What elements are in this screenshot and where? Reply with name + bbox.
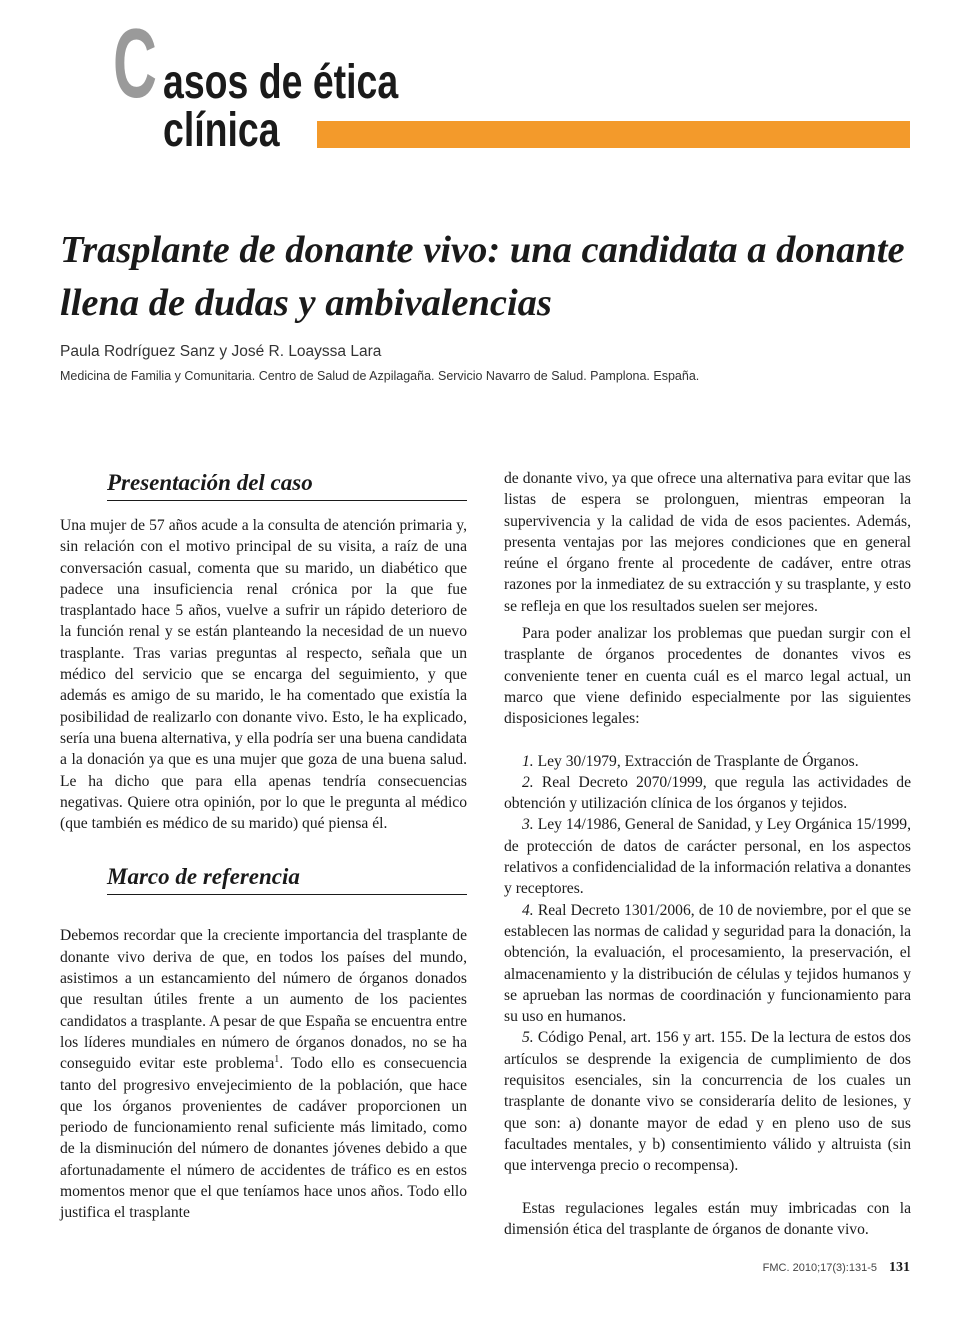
section-header [0, 0, 978, 180]
list-number: 3. [522, 816, 534, 834]
list-number: 5. [522, 1029, 534, 1047]
section-title-line1: asos de ética [163, 56, 399, 109]
list-number: 1. [522, 752, 534, 770]
right-column [504, 468, 911, 1240]
list-item [504, 900, 911, 1028]
journal-citation: FMC. 2010;17(3):131-5 [762, 1262, 877, 1274]
list-text: Real Decreto 1301/2006, de 10 de noviembre, por el que se establecen las normas de calidad y seguridad para la donación, la obtención, la evaluación, el procesamiento, la preservación, el almacenamiento y la distribución de células y tejidos humanos y se aprueban las normas de coordinación y funcionamiento para su uso en humanos. [504, 901, 911, 1026]
list-number: 4. [522, 901, 534, 919]
section-heading-presentacion: Presentación del caso [107, 468, 467, 501]
list-item [504, 751, 911, 772]
left-column [60, 468, 467, 1224]
legal-list [504, 751, 911, 1177]
page-number: 131 [889, 1260, 910, 1275]
list-item [504, 1027, 911, 1176]
list-text: Ley 14/1986, General de Sanidad, y Ley Orgánica 15/1999, de protección de datos de carácter personal, en los aspectos relativos a confidencialidad de la información relativa a donantes y receptores. [504, 816, 911, 898]
section-heading-marco: Marco de referencia [107, 862, 467, 895]
section-initial-letter: C [113, 8, 157, 118]
paragraph: Estas regulaciones legales están muy imbricadas con la dimensión ética del trasplante de órganos de donante vivo. [504, 1199, 911, 1238]
section-title-line2: clínica [163, 104, 280, 157]
paragraph-text: Debemos recordar que la creciente importancia del trasplante de donante vivo deriva de que, en todos los países del mundo, asistimos a un estancamiento del número de órganos donados que resultan útiles frente a un aumento de los pacientes candidatos a trasplante. A pesar de que España se encuentra entre los líderes mundiales en número de órganos donados, no se ha conseguido evitar este problema [60, 927, 467, 1073]
article-title: Trasplante de donante vivo: una candidata a donante llena de dudas y ambivalencias [60, 229, 905, 324]
article-authors: Paula Rodríguez Sanz y José R. Loayssa Lara [60, 343, 382, 360]
paragraph: de donante vivo, ya que ofrece una alternativa para evitar que las listas de espera se prolonguen, mientras empeoran la supervivencia y la calidad de vida de esos pacientes. Además, presenta ventajas por las mejores condiciones que en general reúne el órgano frente al procedente de cadáver, entre otras razones por la inmediatez de su extracción y su trasplante, y esto se refleja en que los resultados suelen ser mejores. [504, 470, 911, 615]
list-text: Real Decreto 2070/1999, que regula las actividades de obtención y utilización clínica de los órganos y tejidos. [504, 773, 911, 813]
paragraph: Para poder analizar los problemas que puedan surgir con el trasplante de órganos procedentes de donantes vivos es conveniente tener en cuenta cuál es el marco legal actual, un marco que viene definido especialmente por las siguientes disposiciones legales: [504, 625, 911, 728]
list-text: Código Penal, art. 156 y art. 155. De la lectura de estos dos artículos se desprende la exigencia de cumplimiento de dos requisitos esenciales, sin la concurrencia de los cuales un trasplante de donante vivo se consideraría delito de lesiones, y que son: a) donante mayor de edad y en pleno uso de sus facultades mentales, y b) consentimiento válido y altruista (sin que intervenga precio o recompensa). [504, 1029, 911, 1175]
paragraph: Una mujer de 57 años acude a la consulta de atención primaria y, sin relación con el motivo principal de su visita, a raíz de una conversación casual, comenta que su marido, un diabético que padece una insuficiencia renal crónica por la que fue trasplantado hace 5 años, vuelve a sufrir un rápido deterioro de la función renal y se están planteando la necesidad de un nuevo trasplante. Tras varias preguntas al respecto, señala que un médico del servicio que se encarga del seguimiento, y que además es amigo de su marido, le ha comentado que existía la posibilidad de realizarlo con donante vivo. Esto, le ha explicado, sería una buena alternativa, y ella podría ser una buena candidata a la donación ya que es una mujer que goza de una buena salud. Le ha dicho que para ella apenas tendría consecuencias negativas. Quiere otra opinión, por lo que le pregunta al médico (que también es médico de su marido) qué piensa él. [60, 517, 467, 833]
paragraph [60, 925, 467, 1223]
list-text: Ley 30/1979, Extracción de Trasplante de Órganos. [533, 752, 859, 770]
list-item [504, 814, 911, 899]
page-footer [763, 1260, 910, 1276]
list-number: 2. [522, 773, 534, 791]
reference-marker: 1 [274, 1054, 280, 1066]
list-item [504, 772, 911, 815]
article-affiliation: Medicina de Familia y Comunitaria. Centro de Salud de Azpilagaña. Servicio Navarro de Salud. Pamplona. España. [60, 369, 700, 383]
accent-bar [317, 121, 910, 148]
paragraph-text: . Todo ello es consecuencia tanto del progresivo envejecimiento de la población, que hace que los órganos provenientes de cadáver proporcionen un periodo de funcionamiento renal suficiente más limitado, como de la disminución del número de donantes jóvenes debido a que afortunadamente el número de accidentes de tráfico es en estos momentos menor que el que teníamos hace unos años. Todo ello justifica el trasplante [60, 1055, 467, 1222]
